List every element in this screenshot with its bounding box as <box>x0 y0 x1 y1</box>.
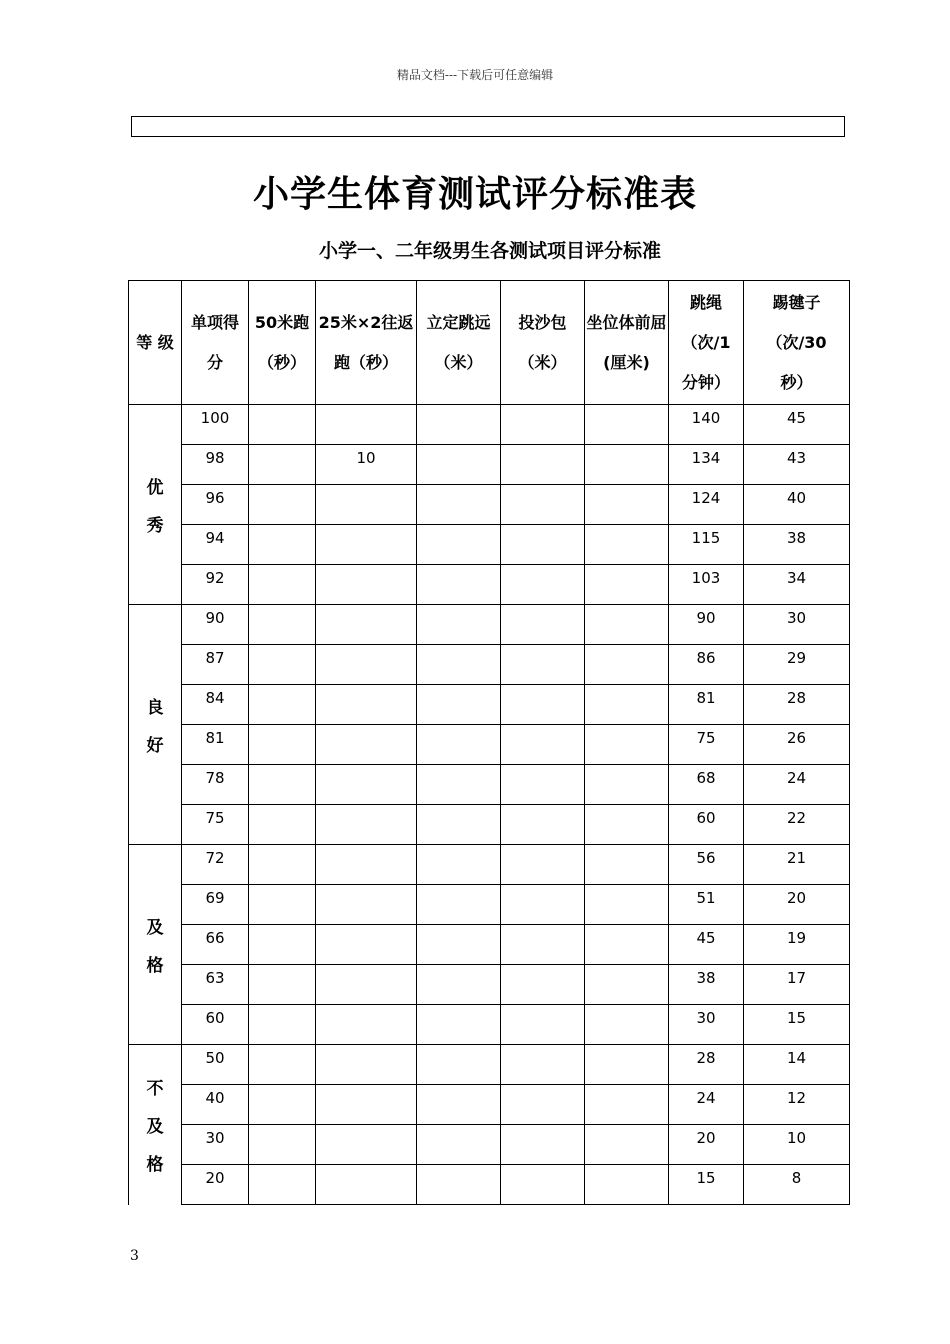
run50-cell <box>249 765 316 805</box>
kick-cell: 40 <box>744 485 850 525</box>
sitreach-cell <box>585 1045 669 1085</box>
header-50m-run: 50米跑（秒） <box>249 281 316 405</box>
shuttle-cell <box>316 685 417 725</box>
header-sandbag-throw: 投沙包（米） <box>501 281 585 405</box>
jump-cell <box>417 805 501 845</box>
sitreach-cell <box>585 1085 669 1125</box>
sitreach-cell <box>585 885 669 925</box>
jump-cell <box>417 885 501 925</box>
kick-cell: 12 <box>744 1085 850 1125</box>
table-row <box>129 1045 850 1085</box>
run50-cell <box>249 645 316 685</box>
shuttle-cell <box>316 565 417 605</box>
header-standing-jump: 立定跳远（米） <box>417 281 501 405</box>
throw-cell <box>501 685 585 725</box>
rope-cell: 51 <box>669 885 744 925</box>
run50-cell <box>249 965 316 1005</box>
grade-cell: 及 格 <box>129 845 182 1045</box>
shuttle-cell <box>316 1045 417 1085</box>
shuttle-cell <box>316 805 417 845</box>
rope-cell: 24 <box>669 1085 744 1125</box>
watermark-header: 精品文档---下载后可任意编辑 <box>396 68 554 82</box>
sitreach-cell <box>585 965 669 1005</box>
score-table <box>128 280 850 1205</box>
run50-cell <box>249 805 316 845</box>
shuttle-cell <box>316 605 417 645</box>
table-row <box>129 1085 850 1125</box>
shuttle-cell <box>316 965 417 1005</box>
run50-cell <box>249 1045 316 1085</box>
table-row <box>129 965 850 1005</box>
grade-cell: 不 及 格 <box>129 1045 182 1205</box>
score-cell: 87 <box>182 645 249 685</box>
throw-cell <box>501 805 585 845</box>
score-cell: 66 <box>182 925 249 965</box>
table-row <box>129 525 850 565</box>
score-cell: 69 <box>182 885 249 925</box>
throw-cell <box>501 925 585 965</box>
throw-cell <box>501 645 585 685</box>
rope-cell: 68 <box>669 765 744 805</box>
kick-cell: 43 <box>744 445 850 485</box>
sitreach-cell <box>585 405 669 445</box>
kick-cell: 30 <box>744 605 850 645</box>
jump-cell <box>417 1005 501 1045</box>
throw-cell <box>501 765 585 805</box>
score-cell: 96 <box>182 485 249 525</box>
sitreach-cell <box>585 685 669 725</box>
rope-cell: 60 <box>669 805 744 845</box>
kick-cell: 20 <box>744 885 850 925</box>
table-row <box>129 845 850 885</box>
score-cell: 72 <box>182 845 249 885</box>
grade-cell: 优 秀 <box>129 405 182 605</box>
table-row <box>129 925 850 965</box>
sitreach-cell <box>585 565 669 605</box>
table-row <box>129 885 850 925</box>
throw-cell <box>501 485 585 525</box>
rope-cell: 45 <box>669 925 744 965</box>
grade-cell: 良 好 <box>129 605 182 845</box>
header-shuttle-run: 25米×2往返跑（秒） <box>316 281 417 405</box>
shuttle-cell <box>316 645 417 685</box>
shuttle-cell <box>316 1085 417 1125</box>
shuttle-cell: 10 <box>316 445 417 485</box>
table-row <box>129 725 850 765</box>
header-box <box>131 116 845 137</box>
sitreach-cell <box>585 765 669 805</box>
table-row <box>129 685 850 725</box>
jump-cell <box>417 565 501 605</box>
sitreach-cell <box>585 1005 669 1045</box>
score-cell: 100 <box>182 405 249 445</box>
jump-cell <box>417 685 501 725</box>
sitreach-cell <box>585 645 669 685</box>
run50-cell <box>249 445 316 485</box>
rope-cell: 56 <box>669 845 744 885</box>
score-cell: 30 <box>182 1125 249 1165</box>
score-cell: 20 <box>182 1165 249 1205</box>
kick-cell: 19 <box>744 925 850 965</box>
score-cell: 78 <box>182 765 249 805</box>
kick-cell: 34 <box>744 565 850 605</box>
shuttle-cell <box>316 725 417 765</box>
jump-cell <box>417 765 501 805</box>
sitreach-cell <box>585 925 669 965</box>
score-cell: 92 <box>182 565 249 605</box>
rope-cell: 103 <box>669 565 744 605</box>
sitreach-cell <box>585 485 669 525</box>
throw-cell <box>501 1085 585 1125</box>
shuttle-cell <box>316 525 417 565</box>
run50-cell <box>249 1085 316 1125</box>
throw-cell <box>501 1125 585 1165</box>
run50-cell <box>249 685 316 725</box>
table-row <box>129 645 850 685</box>
shuttle-cell <box>316 1125 417 1165</box>
rope-cell: 124 <box>669 485 744 525</box>
throw-cell <box>501 445 585 485</box>
header-rope-skipping: 跳绳（次/1分钟） <box>669 281 744 405</box>
jump-cell <box>417 605 501 645</box>
kick-cell: 14 <box>744 1045 850 1085</box>
shuttle-cell <box>316 845 417 885</box>
throw-cell <box>501 725 585 765</box>
jump-cell <box>417 1085 501 1125</box>
run50-cell <box>249 1165 316 1205</box>
run50-cell <box>249 525 316 565</box>
throw-cell <box>501 565 585 605</box>
table-row <box>129 1165 850 1205</box>
run50-cell <box>249 485 316 525</box>
jump-cell <box>417 1125 501 1165</box>
shuttle-cell <box>316 885 417 925</box>
sitreach-cell <box>585 605 669 645</box>
jump-cell <box>417 525 501 565</box>
rope-cell: 75 <box>669 725 744 765</box>
shuttle-cell <box>316 485 417 525</box>
shuttle-cell <box>316 1165 417 1205</box>
kick-cell: 17 <box>744 965 850 1005</box>
score-cell: 84 <box>182 685 249 725</box>
score-cell: 81 <box>182 725 249 765</box>
rope-cell: 15 <box>669 1165 744 1205</box>
sitreach-cell <box>585 1165 669 1205</box>
kick-cell: 22 <box>744 805 850 845</box>
kick-cell: 8 <box>744 1165 850 1205</box>
rope-cell: 140 <box>669 405 744 445</box>
table-header-row <box>129 281 850 405</box>
rope-cell: 115 <box>669 525 744 565</box>
throw-cell <box>501 885 585 925</box>
table-row <box>129 1125 850 1165</box>
run50-cell <box>249 405 316 445</box>
shuttle-cell <box>316 1005 417 1045</box>
shuttle-cell <box>316 405 417 445</box>
kick-cell: 29 <box>744 645 850 685</box>
rope-cell: 20 <box>669 1125 744 1165</box>
kick-cell: 21 <box>744 845 850 885</box>
header-grade: 等 级 <box>129 281 182 405</box>
jump-cell <box>417 445 501 485</box>
score-cell: 40 <box>182 1085 249 1125</box>
score-cell: 90 <box>182 605 249 645</box>
rope-cell: 38 <box>669 965 744 1005</box>
kick-cell: 15 <box>744 1005 850 1045</box>
run50-cell <box>249 605 316 645</box>
header-sit-and-reach: 坐位体前屈(厘米) <box>585 281 669 405</box>
header-score: 单项得分 <box>182 281 249 405</box>
run50-cell <box>249 725 316 765</box>
header-shuttlecock-kick: 踢毽子（次/30秒） <box>744 281 850 405</box>
throw-cell <box>501 405 585 445</box>
run50-cell <box>249 1125 316 1165</box>
sitreach-cell <box>585 525 669 565</box>
rope-cell: 81 <box>669 685 744 725</box>
score-cell: 75 <box>182 805 249 845</box>
score-cell: 98 <box>182 445 249 485</box>
rope-cell: 86 <box>669 645 744 685</box>
sitreach-cell <box>585 725 669 765</box>
table-subtitle: 小学一、二年级男生各测试项目评分标准 <box>318 240 661 262</box>
table-row <box>129 805 850 845</box>
run50-cell <box>249 1005 316 1045</box>
throw-cell <box>501 1165 585 1205</box>
table-row <box>129 405 850 445</box>
throw-cell <box>501 1005 585 1045</box>
run50-cell <box>249 845 316 885</box>
table-row <box>129 485 850 525</box>
sitreach-cell <box>585 845 669 885</box>
jump-cell <box>417 845 501 885</box>
shuttle-cell <box>316 765 417 805</box>
kick-cell: 38 <box>744 525 850 565</box>
jump-cell <box>417 725 501 765</box>
score-cell: 94 <box>182 525 249 565</box>
jump-cell <box>417 925 501 965</box>
score-cell: 50 <box>182 1045 249 1085</box>
kick-cell: 45 <box>744 405 850 445</box>
rope-cell: 90 <box>669 605 744 645</box>
run50-cell <box>249 925 316 965</box>
throw-cell <box>501 605 585 645</box>
table-row <box>129 445 850 485</box>
kick-cell: 10 <box>744 1125 850 1165</box>
kick-cell: 28 <box>744 685 850 725</box>
jump-cell <box>417 645 501 685</box>
table-row <box>129 565 850 605</box>
run50-cell <box>249 885 316 925</box>
kick-cell: 24 <box>744 765 850 805</box>
shuttle-cell <box>316 925 417 965</box>
sitreach-cell <box>585 1125 669 1165</box>
table-row <box>129 1005 850 1045</box>
jump-cell <box>417 1045 501 1085</box>
rope-cell: 30 <box>669 1005 744 1045</box>
jump-cell <box>417 965 501 1005</box>
table-row <box>129 765 850 805</box>
sitreach-cell <box>585 445 669 485</box>
score-cell: 63 <box>182 965 249 1005</box>
throw-cell <box>501 1045 585 1085</box>
table-row <box>129 605 850 645</box>
page-title: 小学生体育测试评分标准表 <box>252 174 697 215</box>
score-cell: 60 <box>182 1005 249 1045</box>
page-number: 3 <box>130 1248 139 1264</box>
throw-cell <box>501 965 585 1005</box>
jump-cell <box>417 1165 501 1205</box>
throw-cell <box>501 525 585 565</box>
kick-cell: 26 <box>744 725 850 765</box>
sitreach-cell <box>585 805 669 845</box>
rope-cell: 28 <box>669 1045 744 1085</box>
rope-cell: 134 <box>669 445 744 485</box>
throw-cell <box>501 845 585 885</box>
jump-cell <box>417 405 501 445</box>
jump-cell <box>417 485 501 525</box>
run50-cell <box>249 565 316 605</box>
